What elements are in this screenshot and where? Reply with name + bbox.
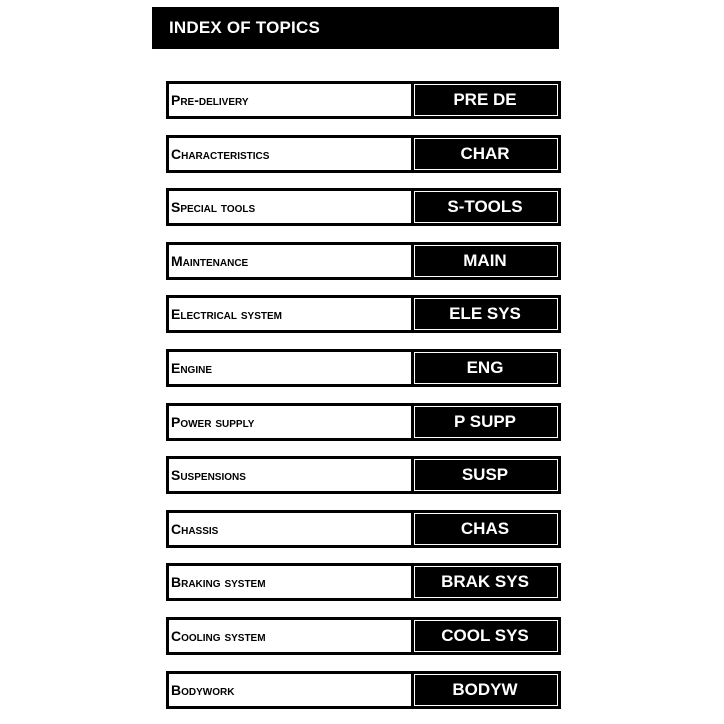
topic-code: S-TOOLS	[447, 197, 523, 217]
topic-code-button[interactable]	[414, 81, 561, 119]
topic-code: ELE SYS	[449, 304, 521, 324]
topic-name[interactable]: Electrical system	[166, 295, 414, 333]
topic-code: ENG	[466, 357, 504, 377]
topic-row-electrical-system[interactable]	[166, 295, 561, 333]
topic-code: COOL SYS	[441, 625, 529, 645]
topic-name[interactable]: Characteristics	[166, 135, 414, 173]
topic-code-button[interactable]	[414, 242, 561, 280]
topic-row-suspensions[interactable]	[166, 456, 561, 494]
topic-code: CHAR	[460, 143, 510, 163]
topic-row-cooling-system[interactable]	[166, 617, 561, 655]
topic-code: CHAS	[460, 518, 510, 538]
topic-code: SUSP	[461, 465, 509, 485]
topic-code-button[interactable]	[414, 671, 561, 709]
topic-code-button[interactable]	[414, 617, 561, 655]
page-title: INDEX OF TOPICS	[169, 18, 320, 37]
topic-code-button[interactable]	[414, 188, 561, 226]
topic-code-button[interactable]	[414, 349, 561, 387]
topic-name[interactable]: Pre-delivery	[166, 81, 414, 119]
topic-row-engine[interactable]	[166, 349, 561, 387]
topic-row-characteristics[interactable]	[166, 135, 561, 173]
topic-row-pre-delivery[interactable]	[166, 81, 561, 119]
topic-row-power-supply[interactable]	[166, 403, 561, 441]
topic-name[interactable]: Special tools	[166, 188, 414, 226]
topic-code: BRAK SYS	[441, 572, 529, 592]
topic-code: BODYW	[452, 679, 518, 699]
topic-code-button[interactable]	[414, 295, 561, 333]
topic-row-chassis[interactable]	[166, 510, 561, 548]
topic-code-button[interactable]	[414, 403, 561, 441]
topic-name[interactable]: Power supply	[166, 403, 414, 441]
topic-name[interactable]: Suspensions	[166, 456, 414, 494]
topic-name[interactable]: Engine	[166, 349, 414, 387]
topic-name[interactable]: Maintenance	[166, 242, 414, 280]
index-header	[152, 7, 559, 49]
topic-name[interactable]: Braking system	[166, 563, 414, 601]
topic-code: P SUPP	[453, 411, 517, 431]
topic-code-button[interactable]	[414, 563, 561, 601]
topic-row-bodywork[interactable]	[166, 671, 561, 709]
topic-code-button[interactable]	[414, 456, 561, 494]
topic-list	[166, 81, 561, 724]
topic-row-special-tools[interactable]	[166, 188, 561, 226]
topic-code: PRE DE	[453, 90, 517, 109]
topic-code: MAIN	[463, 250, 507, 270]
topic-name[interactable]: Cooling system	[166, 617, 414, 655]
topic-name[interactable]: Chassis	[166, 510, 414, 548]
topic-name[interactable]: Bodywork	[166, 671, 414, 709]
topic-row-braking-system[interactable]	[166, 563, 561, 601]
topic-code-button[interactable]	[414, 135, 561, 173]
topic-row-maintenance[interactable]	[166, 242, 561, 280]
topic-code-button[interactable]	[414, 510, 561, 548]
